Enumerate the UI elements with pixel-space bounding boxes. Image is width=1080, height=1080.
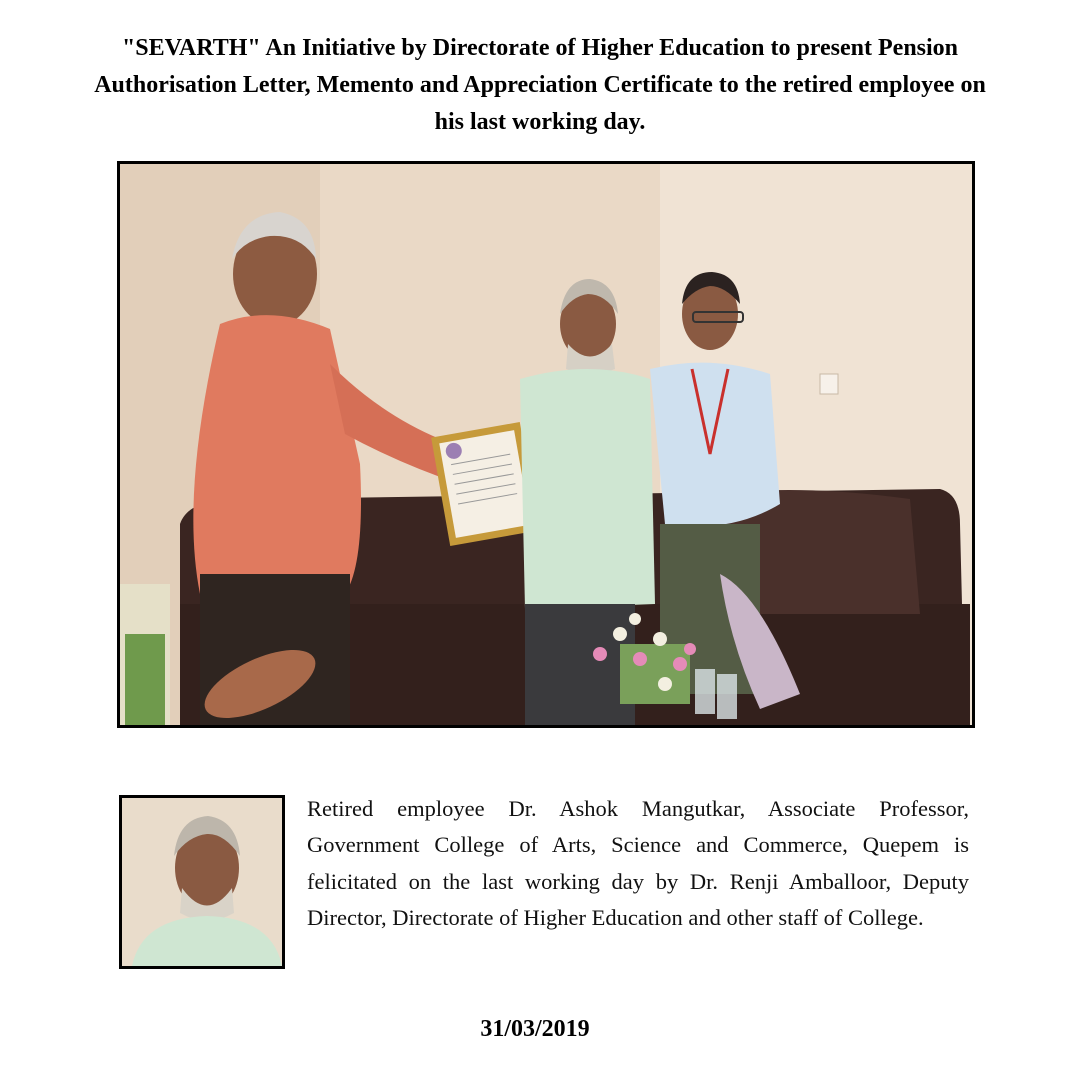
event-date: 31/03/2019: [480, 1016, 590, 1042]
felicitation-photo: [117, 161, 975, 728]
retiree-portrait: [119, 795, 285, 969]
photo-caption: Retired employee Dr. Ashok Mangutkar, Associate Professor, Government College of Arts, Science and Commerce, Quepem is felicitated on the last working day by Dr. Renji Amballoor, Deputy Director, Directorate of Higher Education and other staff of College.: [307, 796, 969, 931]
page-heading: "SEVARTH" An Initiative by Directorate of Higher Education to present Pension Authorisation Letter, Memento and Appreciation Certificate to the retired employee on his last working day.: [94, 35, 986, 135]
